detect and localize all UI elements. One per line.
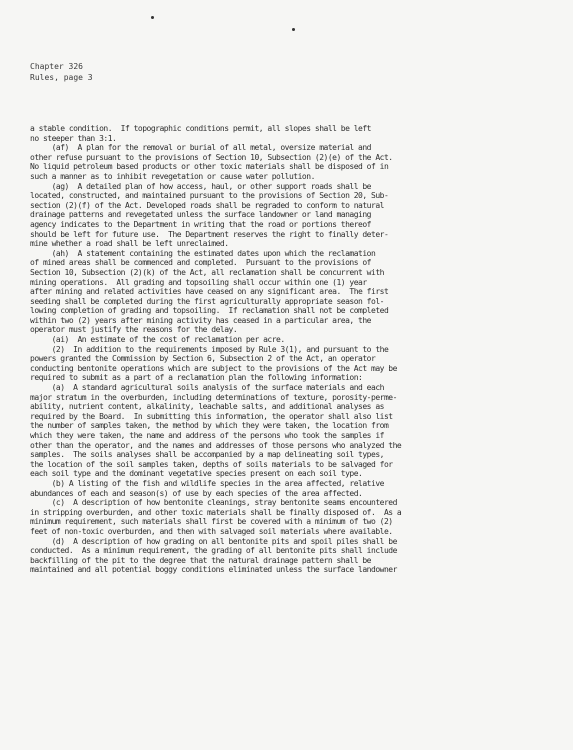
text-line: located, constructed, and maintained pursuant to the provisions of Section 20, Sub- — [30, 191, 389, 201]
text-line: ability, nutrient content, alkalinity, leachable salts, and additional analyses as — [30, 402, 384, 412]
text-line: should be left for future use. The Department reserves the right to finally deter- — [30, 229, 389, 239]
text-line: major stratum in the overburden, including determinations of texture, porosity-perme- — [30, 392, 397, 402]
text-line: other than the operator, and the names and addresses of those persons who analyzed the — [30, 440, 402, 450]
text-line: Section 10, Subsection (2)(k) of the Act, all reclamation shall be concurrent with — [30, 267, 384, 277]
text-line: lowing completion of grading and topsoiling. If reclamation shall not be completed — [30, 306, 389, 316]
rules-body-text — [30, 124, 530, 575]
scan-speck — [151, 16, 154, 19]
text-line: No liquid petroleum based products or other toxic materials shall be disposed of in — [30, 162, 389, 172]
page-header — [30, 62, 93, 83]
text-line: (ag) A detailed plan of how access, haul, or other support roads shall be — [30, 181, 371, 191]
text-line: each soil type and the dominant vegetative species present on each soil type. — [30, 469, 363, 479]
text-line: operator must justify the reasons for the delay. — [30, 325, 238, 335]
text-line: mining operations. All grading and topsoiling shall occur within one (1) year — [30, 277, 367, 287]
text-line: conducted. As a minimum requirement, the grading of all bentonite pits shall include — [30, 546, 397, 556]
text-line: minimum requirement, such materials shall first be covered with a minimum of two (2) — [30, 517, 393, 527]
text-line: section (2)(f) of the Act. Developed roads shall be regraded to conform to natural — [30, 200, 384, 210]
text-line: mine whether a road shall be left unreclaimed. — [30, 239, 229, 249]
text-line: of mined areas shall be commenced and completed. Pursuant to the provisions of — [30, 258, 371, 268]
text-line: abundances of each and season(s) of use by each species of the area affected. — [30, 488, 363, 498]
text-line: other refuse pursuant to the provisions of Section 10, Subsection (2)(e) of the Act. — [30, 152, 393, 162]
text-line: after mining and related activities have ceased on any significant area. The first — [30, 287, 389, 297]
text-line: (ah) A statement containing the estimated dates upon which the reclamation — [30, 248, 376, 258]
text-line: no steeper than 3:1. — [30, 133, 117, 143]
text-line: conducting bentonite operations which are subject to the provisions of the Act may be — [30, 363, 397, 373]
text-line: powers granted the Commission by Section 6, Subsection 2 of the Act, an operator — [30, 354, 376, 364]
text-line: samples. The soils analyses shall be accompanied by a map delineating soil types, — [30, 450, 384, 460]
text-line: backfilling of the pit to the degree that the natural drainage pattern shall be — [30, 555, 371, 565]
text-line: (2) In addition to the requirements imposed by Rule 3(1), and pursuant to the — [30, 344, 389, 354]
text-line: in stripping overburden, and other toxic materials shall be finally disposed of. As a — [30, 507, 402, 517]
text-line: a stable condition. If topographic conditions permit, all slopes shall be left — [30, 124, 371, 133]
text-line: (d) A description of how grading on all bentonite pits and spoil piles shall be — [30, 536, 397, 546]
text-line: (a) A standard agricultural soils analysis of the surface materials and each — [30, 383, 384, 393]
text-line: required to submit as a part of a reclamation plan the following information: — [30, 373, 363, 383]
text-line: seeding shall be completed during the first agriculturally appropriate season fol- — [30, 296, 384, 306]
text-line: the number of samples taken, the method by which they were taken, the location from — [30, 421, 389, 431]
text-line: required by the Board. In submitting this information, the operator shall also list — [30, 411, 393, 421]
text-line: such a manner as to inhibit revegetation or cause water pollution. — [30, 171, 315, 181]
text-line: drainage patterns and revegetated unless the surface landowner or land managing — [30, 210, 371, 220]
text-line: (b) A listing of the fish and wildlife species in the area affected, relative — [30, 478, 384, 488]
text-line: the location of the soil samples taken, depths of soils materials to be salvaged for — [30, 459, 393, 469]
text-line: agency indicates to the Department in writing that the road or portions thereof — [30, 219, 371, 229]
chapter-label: Chapter 326 — [30, 62, 83, 71]
page-label: Rules, page 3 — [30, 72, 93, 82]
text-line: feet of non-toxic overburden, and then with salvaged soil materials where available. — [30, 526, 393, 536]
text-line: within two (2) years after mining activity has ceased in a particular area, the — [30, 315, 371, 325]
text-line: maintained and all potential boggy conditions eliminated unless the surface landowner — [30, 565, 397, 575]
scan-speck — [292, 28, 295, 31]
text-line: (ai) An estimate of the cost of reclamation per acre. — [30, 335, 285, 345]
text-line: (af) A plan for the removal or burial of all metal, oversize material and — [30, 143, 371, 153]
text-line: which they were taken, the name and address of the persons who took the samples if — [30, 431, 384, 440]
text-line: (c) A description of how bentonite cleanings, stray bentonite seams encountered — [30, 498, 397, 508]
